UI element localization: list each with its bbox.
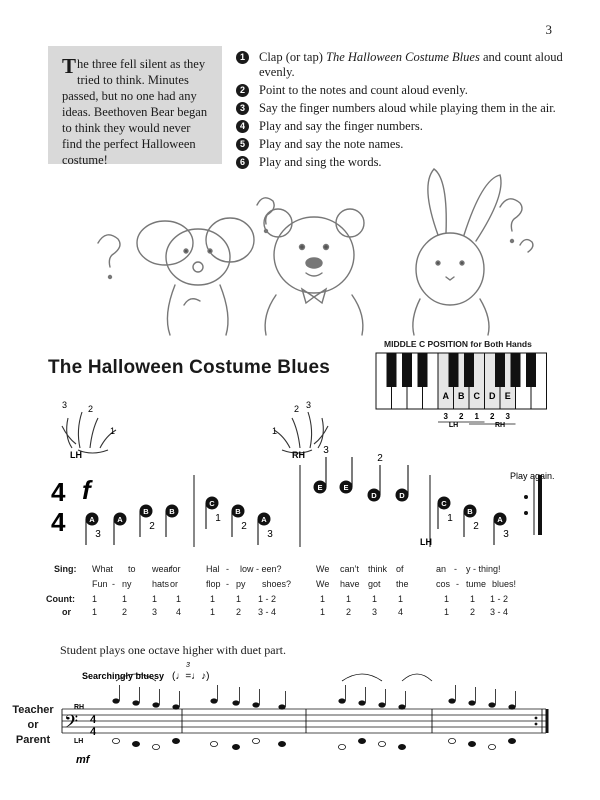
duet-note-head bbox=[172, 704, 179, 709]
instruction-list bbox=[236, 50, 566, 173]
duet-bass-note bbox=[378, 741, 385, 746]
instruction-item bbox=[236, 101, 566, 116]
note bbox=[396, 465, 409, 502]
repeat-dot-bottom bbox=[524, 511, 528, 515]
duet-bass-note bbox=[508, 738, 515, 743]
note bbox=[86, 513, 102, 546]
dynamic-forte: f bbox=[82, 475, 91, 505]
key-finger: 3 bbox=[443, 412, 448, 421]
note-letter: A bbox=[497, 515, 503, 524]
key-finger: 1 bbox=[474, 412, 479, 421]
note bbox=[464, 505, 480, 538]
note-letter: A bbox=[261, 515, 267, 524]
lyric-word: tume bbox=[466, 579, 487, 589]
key-finger: 3 bbox=[505, 412, 510, 421]
note bbox=[206, 497, 222, 530]
swing-marking: (♩=♩♪) bbox=[172, 671, 210, 682]
count-number: 1 bbox=[398, 594, 404, 604]
finger-number: 1 bbox=[215, 513, 221, 524]
count-number: 2 bbox=[122, 607, 128, 617]
count-number: 1 bbox=[346, 594, 352, 604]
key-letter: C bbox=[473, 391, 480, 401]
kbd-rh-label: RH bbox=[494, 422, 506, 429]
count-number: 1 bbox=[210, 594, 216, 604]
lyric-word: What bbox=[92, 564, 114, 574]
duet-note-head bbox=[508, 704, 515, 709]
duet-bass-note bbox=[112, 738, 119, 743]
duet-repeat-dot bbox=[535, 723, 538, 726]
black-key bbox=[464, 353, 474, 387]
black-key bbox=[402, 353, 412, 387]
repeat-dot-top bbox=[524, 495, 528, 499]
story-dropcap: T bbox=[62, 54, 77, 78]
count-number: 4 bbox=[176, 607, 182, 617]
note bbox=[114, 513, 127, 546]
rh-finger-1: 1 bbox=[272, 426, 278, 436]
lyric-word: the bbox=[396, 579, 409, 589]
lyric-word: wear bbox=[152, 564, 172, 574]
lyric-word: shoes? bbox=[262, 579, 292, 589]
duet-bass-note bbox=[338, 744, 345, 749]
duet-bass-note bbox=[252, 738, 259, 743]
duet-repeat-dot bbox=[535, 717, 538, 720]
lh-finger-3: 3 bbox=[62, 400, 68, 410]
duet-score bbox=[60, 662, 560, 795]
black-key bbox=[511, 353, 521, 387]
bass-clef-icon: 𝄢 bbox=[64, 711, 79, 736]
count-number: 1 bbox=[122, 594, 128, 604]
duet-note-head bbox=[398, 704, 405, 709]
duet-bass-note bbox=[172, 738, 179, 743]
lyric-word: blues! bbox=[492, 579, 517, 589]
lyric-word: We bbox=[316, 579, 330, 589]
note-letter: E bbox=[317, 483, 323, 492]
key-letter: E bbox=[504, 391, 511, 401]
play-again: Play again. bbox=[510, 471, 555, 481]
count-number: 1 - 2 bbox=[258, 594, 277, 604]
duet-note-head bbox=[358, 700, 365, 705]
key-finger: 2 bbox=[459, 412, 464, 421]
finger-number: 3 bbox=[267, 529, 273, 540]
note-letter: D bbox=[399, 491, 405, 500]
lyric-word: got bbox=[368, 579, 381, 589]
lh-marker: LH bbox=[420, 537, 432, 547]
finger-number: 1 bbox=[447, 513, 453, 524]
duet-bass-note bbox=[210, 741, 217, 746]
instruction-text: Play and say the finger numbers. bbox=[259, 119, 423, 133]
note bbox=[140, 505, 156, 538]
duet-note-head bbox=[378, 702, 385, 707]
key-letter: B bbox=[458, 391, 465, 401]
duet-rh-label: RH bbox=[74, 704, 85, 711]
count-number: 2 bbox=[236, 607, 242, 617]
finger-number: 3 bbox=[95, 529, 101, 540]
note bbox=[232, 505, 248, 538]
duet-bass-note bbox=[398, 744, 405, 749]
story-box bbox=[48, 46, 222, 167]
duet-slur bbox=[342, 674, 382, 681]
duet-note-head bbox=[152, 702, 159, 707]
key-letter: A bbox=[442, 391, 449, 401]
instruction-item bbox=[236, 83, 566, 98]
teacher-label: Teacher bbox=[12, 704, 54, 716]
step-number-icon: 4 bbox=[236, 120, 249, 133]
note-letter: B bbox=[143, 507, 149, 516]
count-number: 1 - 2 bbox=[490, 594, 509, 604]
lh-finger-1: 1 bbox=[110, 426, 116, 436]
instruction-text: Play and say the note names. bbox=[259, 137, 404, 151]
duet-lh-label: LH bbox=[74, 738, 84, 745]
lyric-word: think bbox=[368, 564, 388, 574]
lyric-word: We bbox=[316, 564, 330, 574]
rh-finger-2: 2 bbox=[294, 404, 300, 414]
right-hand-icon bbox=[270, 398, 340, 460]
duet-instruction: Student plays one octave higher with duet part. bbox=[60, 643, 286, 657]
count-number: 1 bbox=[444, 594, 450, 604]
step-number-icon: 2 bbox=[236, 84, 249, 97]
duet-bass-note bbox=[358, 738, 365, 743]
duet-time-top: 4 bbox=[90, 714, 97, 726]
lyric-word: flop bbox=[206, 579, 221, 589]
note bbox=[494, 513, 510, 546]
duet-dynamic: mf bbox=[76, 754, 90, 766]
lyric-word: of bbox=[396, 564, 404, 574]
page-number: 3 bbox=[545, 22, 552, 37]
count-number: 1 bbox=[210, 607, 216, 617]
main-score bbox=[48, 445, 558, 560]
tempo-marking: Searchingly bluesy bbox=[82, 671, 165, 681]
lyric-word: have bbox=[340, 579, 360, 589]
or-count-label: or bbox=[62, 607, 71, 617]
lyric-word: for bbox=[170, 564, 181, 574]
time-sig-bottom: 4 bbox=[51, 507, 66, 537]
count-number: 4 bbox=[398, 607, 404, 617]
sing-label: Sing: bbox=[54, 564, 77, 574]
step-number-icon: 6 bbox=[236, 156, 249, 169]
count-number: 3 - 4 bbox=[258, 607, 277, 617]
duet-bass-note bbox=[468, 741, 475, 746]
count-number: 2 bbox=[470, 607, 476, 617]
count-number: 1 bbox=[444, 607, 450, 617]
lyric-word: or bbox=[170, 579, 179, 589]
lyric-word: - bbox=[454, 564, 457, 574]
key-finger: 2 bbox=[490, 412, 495, 421]
duet-note-head bbox=[278, 704, 285, 709]
or-label: or bbox=[27, 719, 39, 731]
finger-number: 2 bbox=[149, 521, 155, 532]
black-key bbox=[387, 353, 397, 387]
black-key bbox=[418, 353, 428, 387]
duet-bass-note bbox=[278, 741, 285, 746]
instruction-item bbox=[236, 137, 566, 152]
duet-note-head bbox=[488, 702, 495, 707]
duet-bass-note bbox=[448, 738, 455, 743]
black-key bbox=[526, 353, 536, 387]
duet-bass-note bbox=[132, 741, 139, 746]
duet-note-head bbox=[448, 698, 455, 703]
duet-note-head bbox=[468, 700, 475, 705]
song-title: The Halloween Costume Blues bbox=[48, 357, 331, 378]
duet-note-head bbox=[338, 698, 345, 703]
time-sig-top: 4 bbox=[51, 477, 66, 507]
note-letter: A bbox=[89, 515, 95, 524]
black-key bbox=[495, 353, 505, 387]
note bbox=[166, 505, 179, 538]
count-number: 1 bbox=[320, 594, 326, 604]
duet-bass-note bbox=[232, 744, 239, 749]
duet-note-head bbox=[112, 698, 119, 703]
note-letter: B bbox=[235, 507, 241, 516]
lyric-word: y - thing! bbox=[466, 564, 501, 574]
instruction-item bbox=[236, 50, 566, 80]
lh-finger-2: 2 bbox=[88, 404, 94, 414]
duet-bass-note bbox=[488, 744, 495, 749]
finger-number: 3 bbox=[503, 529, 509, 540]
lyric-word: Hal bbox=[206, 564, 220, 574]
note-letter: E bbox=[343, 483, 349, 492]
lyric-word: ny bbox=[122, 579, 132, 589]
note bbox=[258, 513, 274, 546]
note-letter: B bbox=[169, 507, 175, 516]
count-number: 3 - 4 bbox=[490, 607, 509, 617]
lyric-word: - bbox=[456, 579, 459, 589]
lyric-word: - bbox=[226, 579, 229, 589]
lyric-word: py bbox=[236, 579, 246, 589]
key-letter: D bbox=[489, 391, 496, 401]
step-number-icon: 3 bbox=[236, 102, 249, 115]
instruction-text: Play and sing the words. bbox=[259, 155, 382, 169]
count-number: 2 bbox=[346, 607, 352, 617]
rh-finger-3: 3 bbox=[306, 400, 312, 410]
step-number-icon: 1 bbox=[236, 51, 249, 64]
count-number: 1 bbox=[92, 607, 98, 617]
instruction-text: Point to the notes and count aloud evenly. bbox=[259, 83, 468, 97]
lyric-word: Fun bbox=[92, 579, 108, 589]
triplet-mark: 3 bbox=[186, 662, 190, 669]
count-number: 1 bbox=[236, 594, 242, 604]
duet-bass-note bbox=[152, 744, 159, 749]
count-number: 1 bbox=[92, 594, 98, 604]
step-number-icon: 5 bbox=[236, 138, 249, 151]
lyric-word: - bbox=[112, 579, 115, 589]
duet-note-head bbox=[232, 700, 239, 705]
count-number: 1 bbox=[470, 594, 476, 604]
story-text: he three fell silent as they tried to think. Minutes passed, but no one had any ideas. Beethoven Bear began to think they would never find the perfect Halloween costume! bbox=[62, 57, 208, 167]
instruction-item bbox=[236, 119, 566, 134]
black-key bbox=[449, 353, 459, 387]
lyric-word: hats bbox=[152, 579, 170, 589]
note bbox=[368, 453, 384, 502]
note-letter: B bbox=[467, 507, 473, 516]
characters-illustration bbox=[80, 165, 550, 335]
finger-number: 2 bbox=[377, 453, 383, 464]
count-number: 1 bbox=[176, 594, 182, 604]
note-letter: A bbox=[117, 515, 123, 524]
duet-time-bottom: 4 bbox=[90, 726, 97, 738]
lyric-word: cos bbox=[436, 579, 451, 589]
duet-slur bbox=[402, 674, 432, 681]
lyric-word: to bbox=[128, 564, 136, 574]
keyboard-title: MIDDLE C POSITION for Both Hands bbox=[384, 339, 532, 349]
parent-label: Parent bbox=[15, 734, 51, 746]
duet-note-head bbox=[210, 698, 217, 703]
instruction-text: Say the finger numbers aloud while playing them in the air. bbox=[259, 101, 556, 115]
lh-label: LH bbox=[70, 450, 82, 460]
lyric-word: an bbox=[436, 564, 447, 574]
note-letter: C bbox=[209, 499, 215, 508]
count-label: Count: bbox=[46, 594, 75, 604]
finger-number: 2 bbox=[241, 521, 247, 532]
left-hand-icon bbox=[52, 398, 162, 460]
finger-number: 2 bbox=[473, 521, 479, 532]
count-number: 1 bbox=[372, 594, 378, 604]
instruction-text: Clap (or tap) The Halloween Costume Blues and count aloud evenly. bbox=[259, 50, 563, 79]
keyboard-diagram bbox=[372, 349, 557, 427]
count-number: 3 bbox=[372, 607, 378, 617]
duet-note-head bbox=[132, 700, 139, 705]
note bbox=[438, 497, 454, 530]
note-letter: D bbox=[371, 491, 377, 500]
note bbox=[340, 457, 353, 494]
finger-number: 3 bbox=[323, 445, 329, 456]
kbd-lh-label: LH bbox=[448, 422, 459, 429]
count-number: 3 bbox=[152, 607, 158, 617]
rh-label: RH bbox=[292, 450, 305, 460]
duet-note-head bbox=[252, 702, 259, 707]
lyric-word: - bbox=[226, 564, 229, 574]
note-letter: C bbox=[441, 499, 447, 508]
lyric-word: can’t bbox=[340, 564, 360, 574]
count-number: 1 bbox=[152, 594, 158, 604]
lyric-word: low - een? bbox=[240, 564, 282, 574]
count-number: 1 bbox=[320, 607, 326, 617]
